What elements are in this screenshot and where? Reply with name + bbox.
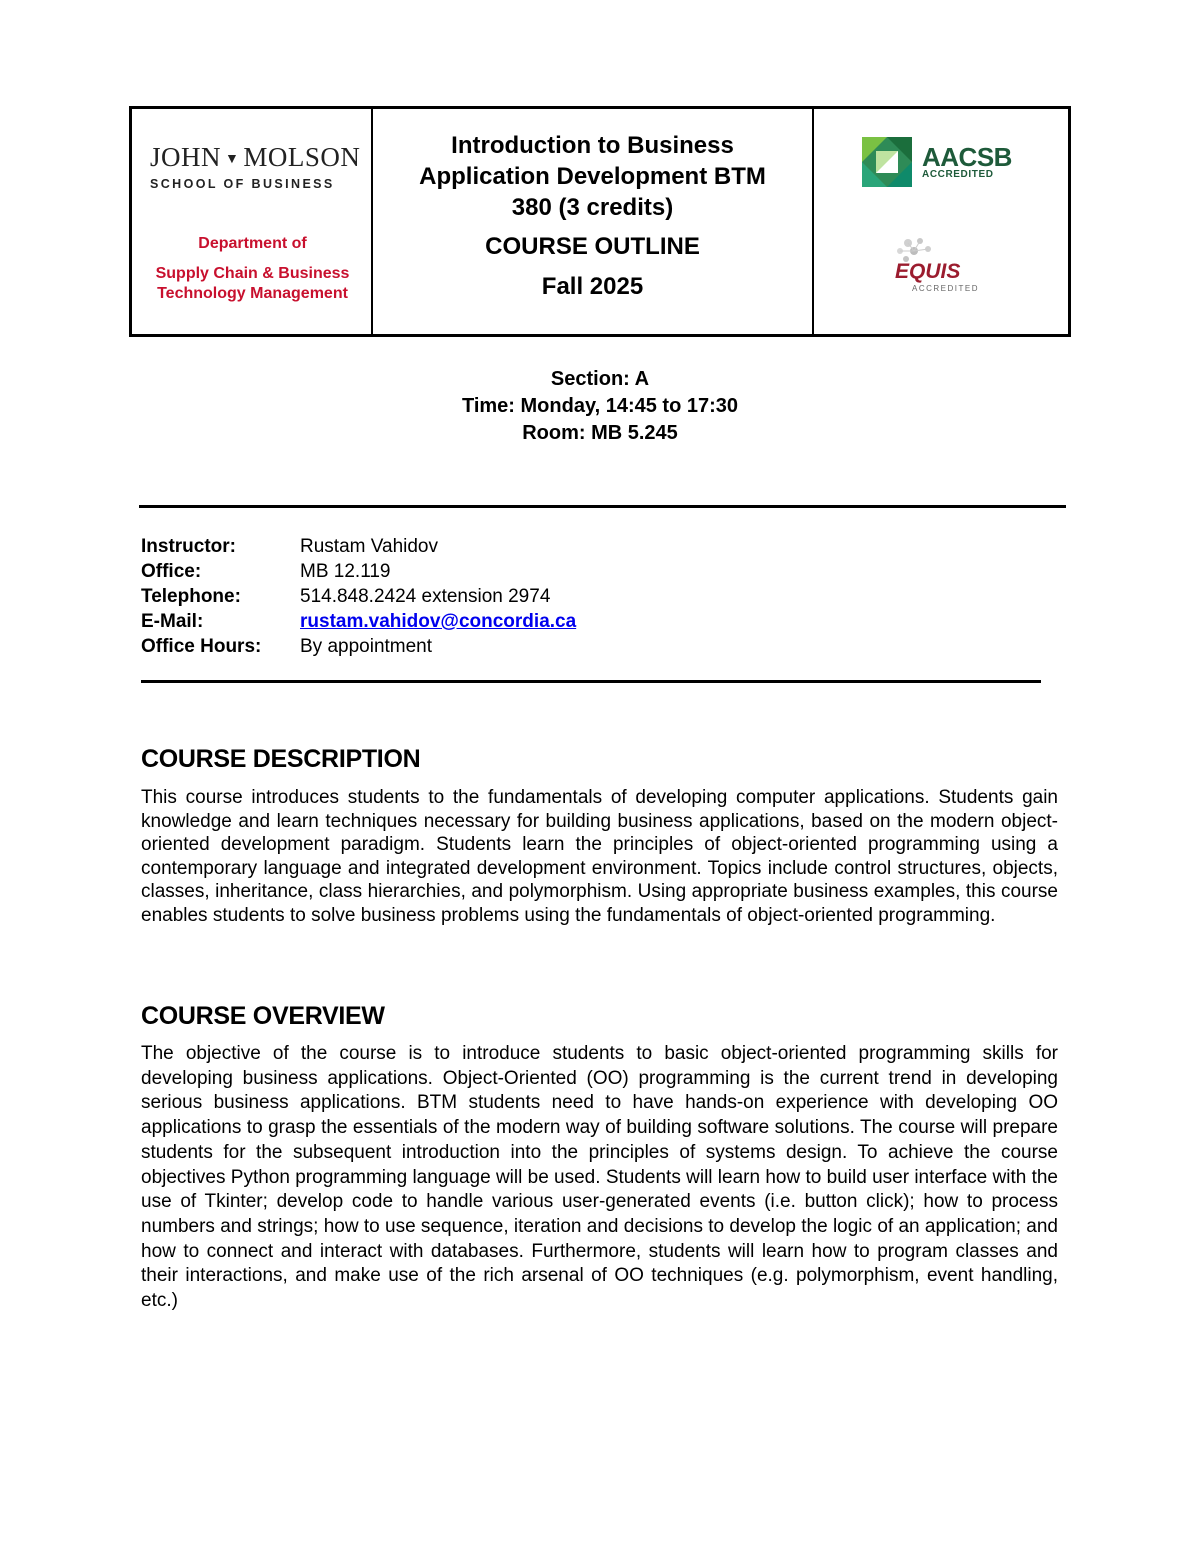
room-label: Room: MB 5.245 <box>522 422 678 444</box>
contact-row-telephone: Telephone: 514.848.2424 extension 2974 <box>141 586 551 607</box>
header-accreditation-cell: AACSB ACCREDITED EQUIS ACCREDITED <box>814 109 1068 334</box>
contact-row-email: E-Mail: rustam.vahidov@concordia.ca <box>141 611 577 632</box>
header-title-cell <box>373 109 814 334</box>
course-outline-label: COURSE OUTLINE <box>485 233 700 260</box>
dept-line-2: Supply Chain & Business Technology Management <box>155 265 350 302</box>
logo-text-molson: MOLSON <box>243 142 361 172</box>
dept-line-1: Department of <box>198 235 307 252</box>
term-label: Fall 2025 <box>541 273 644 300</box>
instructor-contact <box>141 534 576 659</box>
logo-text-john: JOHN <box>150 142 222 172</box>
course-overview-heading: COURSE OVERVIEW <box>141 1002 385 1030</box>
course-description-text: This course introduces students to the fundamentals of developing computer applications. Students gain knowledge and learn techniques necessary for building business applications, based on the modern object-oriented development paradigm. Students learn the principles of object-oriented programming using a contemporary language and integrated development environment. Topics include control structures, objects, classes, inheritance, class hierarchies, and polymorphism. Using appropriate business examples, this course enables students to solve business problems using the fundamentals of object-oriented programming. <box>141 787 1058 926</box>
divider-line <box>141 680 1041 683</box>
contact-row-office: Office: MB 12.119 <box>141 561 391 582</box>
course-title: Introduction to Business Application Development BTM 380 (3 credits) <box>419 132 766 221</box>
contact-row-office-hours: Office Hours: By appointment <box>141 636 433 657</box>
section-info <box>0 366 1200 447</box>
bird-icon: ▼ <box>225 151 240 167</box>
logo-text-school: SCHOOL OF BUSINESS <box>150 176 335 191</box>
course-header-table <box>129 106 1071 337</box>
divider-rule <box>139 505 1066 508</box>
course-overview-text: The objective of the course is to introduce students to basic object-oriented programming skills for developing business applications. Object-Oriented (OO) programming is the current trend in developing serious business applications. BTM students need to have hands-on experience with developing OO applications to grasp the essentials of the modern way of building software solutions. The course will prepare students for the subsequent introduction into the principles of systems design. To achieve the course objectives Python programming language will be used. Students will learn how to build user interface with the use of Tkinter; develop code to handle various user-generated events (i.e. button click); how to process numbers and strings; how to use sequence, iteration and decisions to develop the logic of an application; and how to connect and interact with databases. Furthermore, students will learn how to program classes and their interactions, and make use of the rich arsenal of OO techniques (e.g. polymorphism, event handling, etc.) <box>141 1043 1058 1312</box>
email-link[interactable]: rustam.vahidov@concordia.ca <box>300 611 577 632</box>
aacsb-logo: AACSB ACCREDITED <box>862 137 1012 187</box>
aacsb-square-icon <box>862 137 912 187</box>
time-label: Time: Monday, 14:45 to 17:30 <box>461 395 738 417</box>
john-molson-logo <box>150 143 360 191</box>
contact-row-instructor: Instructor: Rustam Vahidov <box>141 536 438 557</box>
section-label: Section: A <box>550 368 650 390</box>
course-description-heading: COURSE DESCRIPTION <box>141 745 421 773</box>
header-left-cell <box>132 109 373 334</box>
